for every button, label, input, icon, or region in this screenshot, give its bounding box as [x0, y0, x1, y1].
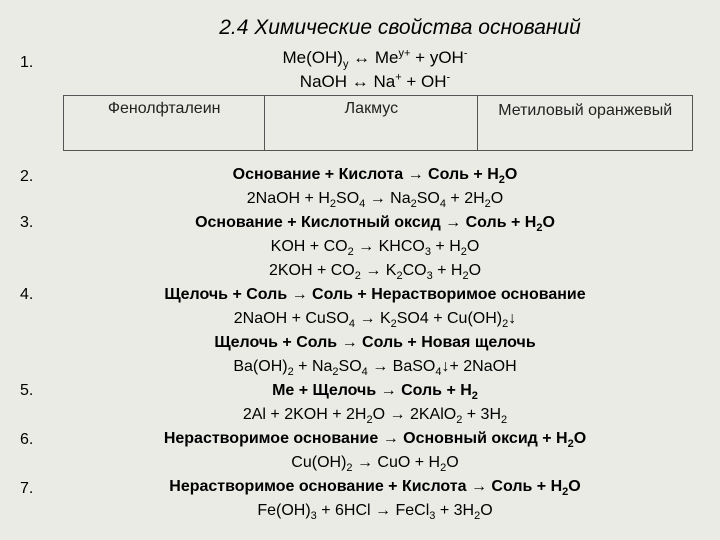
indicator-table — [63, 95, 693, 151]
example-koh-co2: KOH + $CO_2$ → $KHCO_3 + H_2O$ — [270, 238, 480, 259]
indicator-litmus: Лакмус — [265, 96, 478, 151]
rule-insoluble-decomposition: Нерастворимое основание → Основный оксид + $H_2O$ — [163, 430, 587, 451]
indicator-phenolphthalein: Фенолфталеин — [64, 96, 265, 151]
slide-title: 2.4 Химические свойства оснований — [219, 16, 581, 39]
rule-base-acid: Основание + Кислота → Соль + $H_2O$ — [232, 166, 518, 187]
item-number-5: 5. — [20, 382, 34, 399]
example-feoh3-hcl: $Fe(OH)_3 + 6HCl$ → FeCl$_3$ + $3H_2O$ — [257, 502, 493, 523]
item-number-7: 7. — [20, 480, 34, 497]
item-number-6: 6. — [20, 431, 34, 448]
item-number-4: 4. — [20, 286, 34, 303]
rule-alkali-salt-new-alkali: Щелочь + Соль → Соль + Новая щелочь — [214, 334, 536, 351]
example-baoh2-na2so4: $Ba(OH)_2 + Na_2SO_4$ → BaSO$_4$↓+ 2NaOH — [233, 358, 517, 379]
dissociation-general: $Me(OH)_y$ ↔ $Me^{y+} + yOH^-$ — [282, 47, 468, 71]
indicator-methyl-orange: Метиловый оранжевый — [478, 96, 693, 151]
item-number-2: 2. — [20, 168, 34, 185]
example-2koh-co2: $2KOH + CO_2 \to K_2CO_3 + H_2O$ — [268, 262, 482, 283]
example-al-koh: $2Al + 2KOH + 2H_2O$ → 2KAlO$_2$ + $3H_2$ — [242, 406, 508, 427]
rule-insoluble-acid: Нерастворимое основание + Кислота → Соль + $H_2O$ — [169, 478, 581, 499]
example-naoh-h2so4: 2NaOH + $H_2SO_4 \to Na_2SO_4 + 2H_2O$ — [246, 190, 504, 211]
example-cuoh2: $Cu(OH)_2$ → CuO + $H_2O$ — [291, 454, 459, 475]
rule-alkali-salt-insoluble: Щелочь + Соль → Соль + Нерастворимое основание — [164, 286, 586, 303]
rule-base-acid-oxide: Основание + Кислотный оксид → Соль + $H_2O$ — [195, 214, 555, 235]
rule-metal-alkali: Me + Щелочь → Соль + $H_2$ — [272, 382, 478, 403]
dissociation-naoh: NaOH ↔ Na+ + OH- — [299, 71, 451, 91]
item-number-1: 1. — [20, 54, 34, 71]
item-number-3: 3. — [20, 214, 34, 231]
example-naoh-cuso4: 2NaOH + CuSO$_4$ → $K_2SO4$ + $Cu(OH)_2↓$ — [233, 310, 517, 331]
